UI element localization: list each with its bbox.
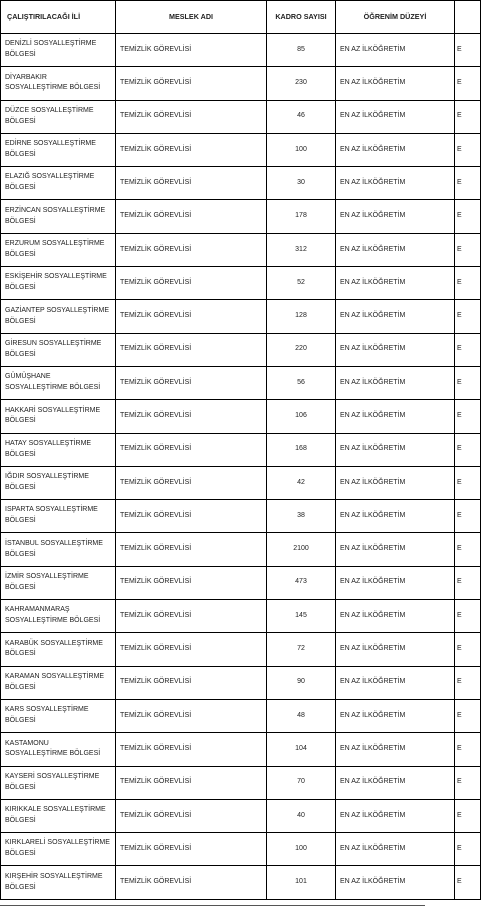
- table-row: [1, 100, 481, 133]
- cell-kadro: 56: [267, 366, 336, 399]
- cell-meslek: TEMİZLİK GÖREVLİSİ: [116, 433, 267, 466]
- cell-meslek: TEMİZLİK GÖREVLİSİ: [116, 366, 267, 399]
- cell-meslek: TEMİZLİK GÖREVLİSİ: [116, 600, 267, 633]
- cell-meslek: TEMİZLİK GÖREVLİSİ: [116, 34, 267, 67]
- cell-kadro: 473: [267, 566, 336, 599]
- cell-il: İSTANBUL SOSYALLEŞTİRME BÖLGESİ: [1, 533, 116, 566]
- table-row: [1, 200, 481, 233]
- cell-extra: E: [455, 566, 481, 599]
- cell-il: KAHRAMANMARAŞ SOSYALLEŞTİRME BÖLGESİ: [1, 600, 116, 633]
- table-row: [1, 799, 481, 832]
- cell-kadro: 128: [267, 300, 336, 333]
- table-row: [1, 400, 481, 433]
- cell-meslek: TEMİZLİK GÖREVLİSİ: [116, 233, 267, 266]
- cell-il: ISPARTA SOSYALLEŞTİRME BÖLGESİ: [1, 500, 116, 533]
- cell-meslek: TEMİZLİK GÖREVLİSİ: [116, 133, 267, 166]
- cell-ogrenim: EN AZ İLKÖĞRETİM: [336, 733, 455, 766]
- cell-ogrenim: EN AZ İLKÖĞRETİM: [336, 833, 455, 866]
- table-row: [1, 267, 481, 300]
- table-row: [1, 833, 481, 866]
- cell-meslek: TEMİZLİK GÖREVLİSİ: [116, 267, 267, 300]
- cell-ogrenim: EN AZ İLKÖĞRETİM: [336, 866, 455, 899]
- cell-kadro: 90: [267, 666, 336, 699]
- cell-il: KIRKLARELİ SOSYALLEŞTİRME BÖLGESİ: [1, 833, 116, 866]
- table-row: [1, 699, 481, 732]
- cell-ogrenim: EN AZ İLKÖĞRETİM: [336, 799, 455, 832]
- cell-extra: E: [455, 500, 481, 533]
- cell-extra: E: [455, 433, 481, 466]
- cell-il: EDİRNE SOSYALLEŞTİRME BÖLGESİ: [1, 133, 116, 166]
- cell-ogrenim: EN AZ İLKÖĞRETİM: [336, 200, 455, 233]
- cell-extra: E: [455, 633, 481, 666]
- cell-kadro: 85: [267, 34, 336, 67]
- cell-ogrenim: EN AZ İLKÖĞRETİM: [336, 333, 455, 366]
- cell-il: IĞDIR SOSYALLEŞTİRME BÖLGESİ: [1, 466, 116, 499]
- cell-ogrenim: EN AZ İLKÖĞRETİM: [336, 366, 455, 399]
- cell-kadro: 104: [267, 733, 336, 766]
- cell-meslek: TEMİZLİK GÖREVLİSİ: [116, 67, 267, 100]
- cell-extra: E: [455, 699, 481, 732]
- table-row: [1, 167, 481, 200]
- cell-ogrenim: EN AZ İLKÖĞRETİM: [336, 600, 455, 633]
- table-row: [1, 67, 481, 100]
- cell-ogrenim: EN AZ İLKÖĞRETİM: [336, 133, 455, 166]
- header-il: ÇALIŞTIRILACAĞI İLİ: [1, 1, 116, 34]
- cell-meslek: TEMİZLİK GÖREVLİSİ: [116, 633, 267, 666]
- cell-ogrenim: EN AZ İLKÖĞRETİM: [336, 699, 455, 732]
- cell-ogrenim: EN AZ İLKÖĞRETİM: [336, 167, 455, 200]
- table-row: [1, 34, 481, 67]
- cell-kadro: 38: [267, 500, 336, 533]
- cell-kadro: 40: [267, 799, 336, 832]
- cell-extra: E: [455, 600, 481, 633]
- cell-ogrenim: EN AZ İLKÖĞRETİM: [336, 633, 455, 666]
- cell-il: ERZİNCAN SOSYALLEŞTİRME BÖLGESİ: [1, 200, 116, 233]
- cell-extra: E: [455, 533, 481, 566]
- cell-il: GİRESUN SOSYALLEŞTİRME BÖLGESİ: [1, 333, 116, 366]
- cell-il: GÜMÜŞHANE SOSYALLEŞTİRME BÖLGESİ: [1, 366, 116, 399]
- cell-il: KIRIKKALE SOSYALLEŞTİRME BÖLGESİ: [1, 799, 116, 832]
- cell-meslek: TEMİZLİK GÖREVLİSİ: [116, 200, 267, 233]
- cell-kadro: 100: [267, 833, 336, 866]
- cell-ogrenim: EN AZ İLKÖĞRETİM: [336, 100, 455, 133]
- cell-meslek: TEMİZLİK GÖREVLİSİ: [116, 699, 267, 732]
- cell-ogrenim: EN AZ İLKÖĞRETİM: [336, 666, 455, 699]
- cell-meslek: TEMİZLİK GÖREVLİSİ: [116, 100, 267, 133]
- cell-kadro: 42: [267, 466, 336, 499]
- table-row: [1, 566, 481, 599]
- cell-il: KARAMAN SOSYALLEŞTİRME BÖLGESİ: [1, 666, 116, 699]
- cell-meslek: TEMİZLİK GÖREVLİSİ: [116, 666, 267, 699]
- table-row: [1, 133, 481, 166]
- cell-extra: E: [455, 833, 481, 866]
- cell-kadro: 168: [267, 433, 336, 466]
- cell-extra: E: [455, 100, 481, 133]
- cell-extra: E: [455, 267, 481, 300]
- cell-extra: E: [455, 799, 481, 832]
- cell-il: ESKİŞEHİR SOSYALLEŞTİRME BÖLGESİ: [1, 267, 116, 300]
- cell-kadro: 106: [267, 400, 336, 433]
- cell-kadro: 312: [267, 233, 336, 266]
- cell-ogrenim: EN AZ İLKÖĞRETİM: [336, 466, 455, 499]
- cell-ogrenim: EN AZ İLKÖĞRETİM: [336, 233, 455, 266]
- header-meslek: MESLEK ADI: [116, 1, 267, 34]
- cell-ogrenim: EN AZ İLKÖĞRETİM: [336, 533, 455, 566]
- table-row: [1, 666, 481, 699]
- table-row: [1, 233, 481, 266]
- cell-meslek: TEMİZLİK GÖREVLİSİ: [116, 766, 267, 799]
- cell-meslek: TEMİZLİK GÖREVLİSİ: [116, 799, 267, 832]
- cell-extra: E: [455, 466, 481, 499]
- table-row: [1, 466, 481, 499]
- cell-il: KASTAMONU SOSYALLEŞTİRME BÖLGESİ: [1, 733, 116, 766]
- table-row: [1, 433, 481, 466]
- table-row: [1, 333, 481, 366]
- cell-kadro: 220: [267, 333, 336, 366]
- cell-extra: E: [455, 333, 481, 366]
- cell-kadro: 72: [267, 633, 336, 666]
- header-extra: [455, 1, 481, 34]
- cell-ogrenim: EN AZ İLKÖĞRETİM: [336, 34, 455, 67]
- cell-kadro: 101: [267, 866, 336, 899]
- cell-kadro: 46: [267, 100, 336, 133]
- cell-meslek: TEMİZLİK GÖREVLİSİ: [116, 566, 267, 599]
- table-row: [1, 633, 481, 666]
- cell-kadro: 178: [267, 200, 336, 233]
- header-ogrenim: ÖĞRENİM DÜZEYİ: [336, 1, 455, 34]
- cell-il: HATAY SOSYALLEŞTİRME BÖLGESİ: [1, 433, 116, 466]
- cell-il: ERZURUM SOSYALLEŞTİRME BÖLGESİ: [1, 233, 116, 266]
- cell-kadro: 30: [267, 167, 336, 200]
- table-row: [1, 866, 481, 899]
- cell-kadro: 52: [267, 267, 336, 300]
- cell-ogrenim: EN AZ İLKÖĞRETİM: [336, 566, 455, 599]
- page-bottom-rule: [0, 905, 425, 906]
- table-row: [1, 733, 481, 766]
- cell-extra: E: [455, 200, 481, 233]
- table-row: [1, 766, 481, 799]
- cell-il: KARS SOSYALLEŞTİRME BÖLGESİ: [1, 699, 116, 732]
- cell-meslek: TEMİZLİK GÖREVLİSİ: [116, 533, 267, 566]
- cell-kadro: 2100: [267, 533, 336, 566]
- cell-ogrenim: EN AZ İLKÖĞRETİM: [336, 300, 455, 333]
- cell-il: İZMİR SOSYALLEŞTİRME BÖLGESİ: [1, 566, 116, 599]
- cell-meslek: TEMİZLİK GÖREVLİSİ: [116, 466, 267, 499]
- cell-ogrenim: EN AZ İLKÖĞRETİM: [336, 67, 455, 100]
- cell-meslek: TEMİZLİK GÖREVLİSİ: [116, 400, 267, 433]
- cell-il: ELAZIĞ SOSYALLEŞTİRME BÖLGESİ: [1, 167, 116, 200]
- cell-meslek: TEMİZLİK GÖREVLİSİ: [116, 300, 267, 333]
- cell-kadro: 145: [267, 600, 336, 633]
- cell-il: KAYSERİ SOSYALLEŞTİRME BÖLGESİ: [1, 766, 116, 799]
- cell-ogrenim: EN AZ İLKÖĞRETİM: [336, 400, 455, 433]
- cell-meslek: TEMİZLİK GÖREVLİSİ: [116, 866, 267, 899]
- cell-extra: E: [455, 366, 481, 399]
- table-row: [1, 533, 481, 566]
- table-body: [1, 1, 481, 900]
- table-row: [1, 366, 481, 399]
- cell-ogrenim: EN AZ İLKÖĞRETİM: [336, 500, 455, 533]
- cell-extra: E: [455, 733, 481, 766]
- cell-il: HAKKARİ SOSYALLEŞTİRME BÖLGESİ: [1, 400, 116, 433]
- cell-extra: E: [455, 766, 481, 799]
- cell-meslek: TEMİZLİK GÖREVLİSİ: [116, 500, 267, 533]
- cell-ogrenim: EN AZ İLKÖĞRETİM: [336, 433, 455, 466]
- cell-kadro: 70: [267, 766, 336, 799]
- cell-extra: E: [455, 133, 481, 166]
- cell-kadro: 230: [267, 67, 336, 100]
- cell-il: KIRŞEHİR SOSYALLEŞTİRME BÖLGESİ: [1, 866, 116, 899]
- table-header-row: [1, 1, 481, 34]
- table-row: [1, 300, 481, 333]
- cell-il: DİYARBAKIR SOSYALLEŞTİRME BÖLGESİ: [1, 67, 116, 100]
- cell-il: KARABÜK SOSYALLEŞTİRME BÖLGESİ: [1, 633, 116, 666]
- cell-kadro: 48: [267, 699, 336, 732]
- cell-ogrenim: EN AZ İLKÖĞRETİM: [336, 267, 455, 300]
- cell-extra: E: [455, 400, 481, 433]
- cell-extra: E: [455, 300, 481, 333]
- header-kadro: KADRO SAYISI: [267, 1, 336, 34]
- cell-ogrenim: EN AZ İLKÖĞRETİM: [336, 766, 455, 799]
- cell-extra: E: [455, 666, 481, 699]
- cell-il: DÜZCE SOSYALLEŞTİRME BÖLGESİ: [1, 100, 116, 133]
- cell-il: DENİZLİ SOSYALLEŞTİRME BÖLGESİ: [1, 34, 116, 67]
- table-row: [1, 500, 481, 533]
- cell-extra: E: [455, 233, 481, 266]
- cell-il: GAZİANTEP SOSYALLEŞTİRME BÖLGESİ: [1, 300, 116, 333]
- cell-kadro: 100: [267, 133, 336, 166]
- cell-extra: E: [455, 67, 481, 100]
- table-row: [1, 600, 481, 633]
- cell-meslek: TEMİZLİK GÖREVLİSİ: [116, 167, 267, 200]
- cell-meslek: TEMİZLİK GÖREVLİSİ: [116, 733, 267, 766]
- cell-extra: E: [455, 34, 481, 67]
- cell-extra: E: [455, 866, 481, 899]
- cell-meslek: TEMİZLİK GÖREVLİSİ: [116, 833, 267, 866]
- cell-extra: E: [455, 167, 481, 200]
- cell-meslek: TEMİZLİK GÖREVLİSİ: [116, 333, 267, 366]
